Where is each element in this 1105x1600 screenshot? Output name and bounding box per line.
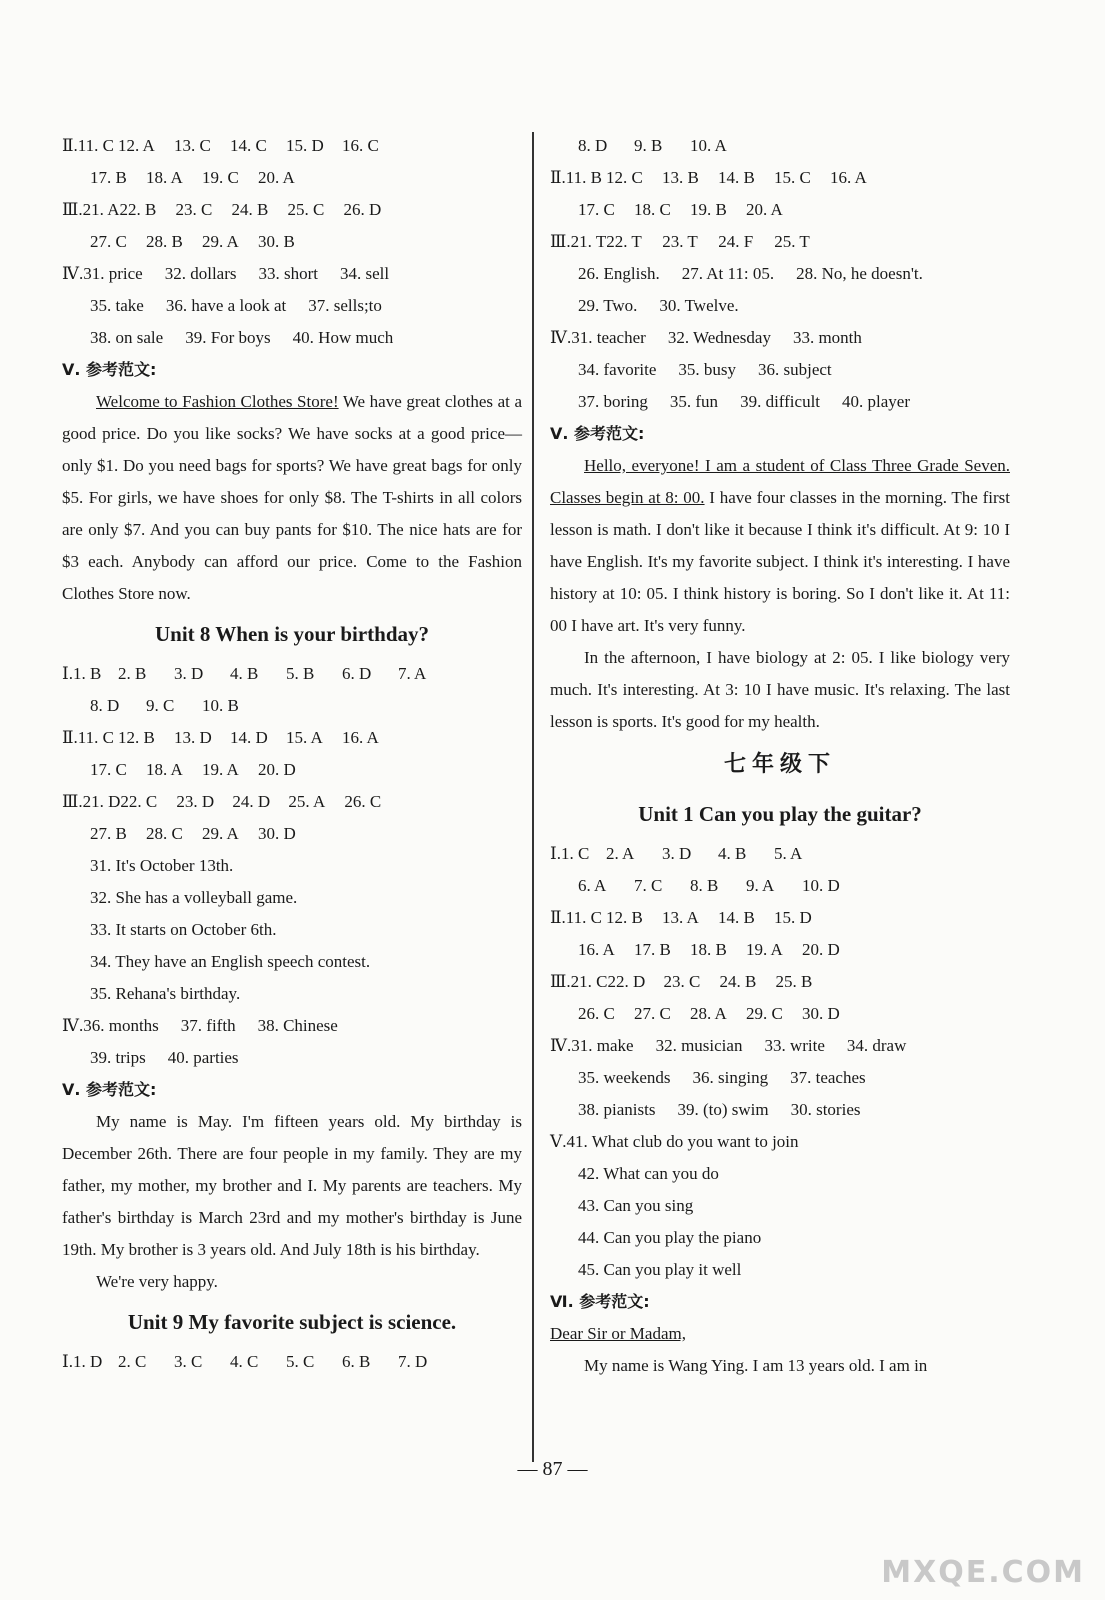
answer-item: 9. C — [146, 696, 175, 715]
answer-item: 30. B — [258, 232, 295, 251]
answer-item: 27. B — [90, 824, 127, 843]
underlined-opening: Welcome to Fashion Clothes Store! — [96, 392, 339, 411]
page-number: — 87 — — [517, 1458, 588, 1480]
answer-item: 25. B — [775, 972, 813, 991]
answer-item: 37. teaches — [790, 1068, 866, 1087]
answer-item: 9. B — [634, 136, 663, 155]
answer-item: 24. B — [719, 972, 757, 991]
answer-item: 20. D — [802, 940, 840, 959]
answer-item: 32. dollars — [164, 264, 237, 283]
answer-row — [550, 290, 1010, 322]
section-label: Ⅴ. 参考范文: — [550, 424, 645, 443]
answer-row — [550, 838, 1010, 870]
answer-row — [550, 162, 1010, 194]
answer-sentence: 33. It starts on October 6th. — [90, 920, 277, 939]
answer-item: 27. C — [634, 1004, 671, 1023]
answer-row — [550, 1062, 1010, 1094]
answer-item: 33. write — [764, 1036, 825, 1055]
answer-sentence: 35. Rehana's birthday. — [90, 984, 241, 1003]
answer-row — [550, 1094, 1010, 1126]
answer-item: 35. fun — [669, 392, 719, 411]
answer-item: 30. Twelve. — [659, 296, 739, 315]
answer-row — [62, 786, 522, 818]
answer-row — [62, 290, 522, 322]
answer-item: 24. D — [232, 792, 271, 811]
answer-item: 38. on sale — [90, 328, 164, 347]
answer-item: 15. A — [286, 728, 323, 747]
answer-sentence: Ⅴ.41. What club do you want to join — [550, 1132, 799, 1151]
answer-sentence: 34. They have an English speech contest. — [90, 952, 371, 971]
answer-item: 20. A — [746, 200, 783, 219]
answer-item: 15. D — [286, 136, 324, 155]
answer-item: Ⅱ.11. C — [550, 908, 603, 927]
answer-item: 33. short — [258, 264, 318, 283]
answer-row — [550, 354, 1010, 386]
answer-item: 4. C — [230, 1352, 259, 1371]
answer-item: Ⅰ.1. D — [62, 1352, 103, 1371]
answer-item: 12. A — [118, 136, 155, 155]
answer-item: 40. player — [842, 392, 910, 411]
answer-item: 28. B — [146, 232, 183, 251]
answer-item: 17. C — [90, 760, 127, 779]
answer-item: 19. A — [746, 940, 783, 959]
answer-row — [550, 934, 1010, 966]
answer-item: 10. D — [802, 876, 840, 895]
essay-paragraph: My name is Wang Ying. I am 13 years old. I am in — [584, 1356, 928, 1375]
answer-row — [550, 130, 1010, 162]
answer-sentence: 31. It's October 13th. — [90, 856, 234, 875]
answer-sentence: 45. Can you play it well — [578, 1260, 742, 1279]
answer-item: 36. have a look at — [165, 296, 287, 315]
answer-item: 14. C — [230, 136, 267, 155]
answer-row — [550, 258, 1010, 290]
answer-item: 22. C — [120, 792, 158, 811]
answer-item: 10. B — [202, 696, 239, 715]
answer-item: Ⅳ.31. price — [62, 264, 143, 283]
answer-item: 12. B — [118, 728, 155, 747]
answer-item: 28. No, he doesn't. — [796, 264, 923, 283]
answer-item: 24. F — [718, 232, 754, 251]
answer-row — [62, 1346, 522, 1378]
answer-item: Ⅱ.11. C — [62, 136, 115, 155]
answer-item: 25. C — [287, 200, 325, 219]
answer-item: 5. B — [286, 664, 315, 683]
answer-item: Ⅲ.21. C — [550, 972, 608, 991]
answer-item: 19. A — [202, 760, 239, 779]
answer-item: 30. D — [258, 824, 296, 843]
answer-item: 6. B — [342, 1352, 371, 1371]
answer-item: 33. month — [792, 328, 862, 347]
answer-item: 39. trips — [90, 1048, 146, 1067]
answer-row — [62, 754, 522, 786]
answer-item: 39. (to) swim — [677, 1100, 769, 1119]
answer-item: Ⅳ.31. make — [550, 1036, 634, 1055]
answer-sentence: 32. She has a volleyball game. — [90, 888, 298, 907]
answer-item: 8. D — [578, 136, 608, 155]
answer-item: 15. D — [774, 908, 812, 927]
answer-row — [62, 130, 522, 162]
answer-item: 23. D — [176, 792, 215, 811]
answer-item: 29. A — [202, 232, 239, 251]
answer-item: 19. C — [202, 168, 239, 187]
answer-row — [550, 226, 1010, 258]
section-label: Ⅵ. 参考范文: — [550, 1292, 650, 1311]
answer-item: 2. B — [118, 664, 147, 683]
answer-row — [550, 998, 1010, 1030]
essay-paragraph: In the afternoon, I have biology at 2: 05. I like biology very much. It's interesting. At 3: 10 I have music. It's relaxing. The last lesson is sports. It's good for my health. — [550, 648, 1010, 731]
answer-item: 6. A — [578, 876, 607, 895]
answer-item: 14. B — [718, 908, 755, 927]
answer-item: 3. D — [662, 844, 692, 863]
answer-row — [550, 966, 1010, 998]
section-label: Ⅴ. 参考范文: — [62, 1080, 157, 1099]
answer-row — [62, 194, 522, 226]
answer-item: 37. boring — [578, 392, 648, 411]
answer-item: 26. C — [344, 792, 382, 811]
answer-item: 25. A — [288, 792, 326, 811]
answer-item: 16. A — [342, 728, 379, 747]
answer-item: 22. D — [607, 972, 646, 991]
answer-item: 5. C — [286, 1352, 315, 1371]
answer-item: Ⅲ.21. T — [550, 232, 607, 251]
unit-heading: Unit 8 When is your birthday? — [154, 622, 430, 646]
answer-item: 29. C — [746, 1004, 783, 1023]
answer-item: 13. A — [662, 908, 699, 927]
answer-item: Ⅲ.21. A — [62, 200, 120, 219]
answer-item: 14. D — [230, 728, 268, 747]
grade-heading: 七年级下 — [723, 751, 836, 777]
answer-item: 18. A — [146, 760, 183, 779]
answer-row — [62, 818, 522, 850]
answer-item: Ⅳ.31. teacher — [550, 328, 646, 347]
answer-item: 17. B — [634, 940, 671, 959]
answer-item: 37. sells;to — [308, 296, 382, 315]
answer-item: 34. draw — [846, 1036, 907, 1055]
answer-item: 28. C — [146, 824, 183, 843]
answer-row — [550, 194, 1010, 226]
watermark: MXQE.COM — [881, 1555, 1085, 1590]
answer-item: 7. A — [398, 664, 427, 683]
answer-item: 7. C — [634, 876, 663, 895]
answer-item: 10. A — [690, 136, 727, 155]
answer-item: 4. B — [230, 664, 259, 683]
answer-row — [550, 902, 1010, 934]
answer-item: 2. A — [606, 844, 635, 863]
answer-item: Ⅱ.11. B — [550, 168, 603, 187]
answer-item: 27. At 11: 05. — [681, 264, 775, 283]
answer-item: 8. D — [90, 696, 120, 715]
answer-item: 16. A — [578, 940, 615, 959]
answer-row — [62, 258, 522, 290]
answer-item: 6. D — [342, 664, 372, 683]
answer-item: 36. subject — [757, 360, 832, 379]
answer-item: 38. pianists — [578, 1100, 656, 1119]
answer-item: 22. T — [606, 232, 642, 251]
answer-item: 34. favorite — [578, 360, 657, 379]
answer-row — [62, 322, 522, 354]
right-column — [550, 130, 1010, 1382]
answer-item: Ⅱ.11. C — [62, 728, 115, 747]
underlined-opening: Hello, everyone! I am a student of Class Three Grade Seven. Classes begin at 8: 00. — [550, 456, 1010, 507]
essay-paragraph: We're very happy. — [96, 1272, 218, 1291]
letter-salutation: Dear Sir or Madam, — [550, 1324, 686, 1343]
answer-item: 13. B — [662, 168, 699, 187]
answer-item: 13. D — [174, 728, 212, 747]
answer-item: 36. singing — [692, 1068, 769, 1087]
essay-paragraph: Welcome to Fashion Clothes Store! We have great clothes at a good price. Do you like socks? We have socks at a good price—only $1. Do you need bags for sports? We have great bags for only $5. For girls, we have shoes for only $8. The T-shirts in all colors are only $7. And you can buy pants for $10. The nice hats are for $3 each. Anybody can afford our price. Come to the Fashion Clothes Store now. — [62, 392, 522, 603]
answer-item: 18. B — [690, 940, 727, 959]
answer-item: 40. How much — [292, 328, 394, 347]
answer-row — [62, 722, 522, 754]
answer-item: 32. musician — [655, 1036, 743, 1055]
answer-item: 23. C — [663, 972, 701, 991]
answer-item: 35. weekends — [578, 1068, 671, 1087]
answer-row — [550, 386, 1010, 418]
answer-item: 4. B — [718, 844, 747, 863]
answer-item: 29. Two. — [578, 296, 638, 315]
answer-item: 9. A — [746, 876, 775, 895]
answer-item: 5. A — [774, 844, 803, 863]
answer-row — [550, 870, 1010, 902]
answer-row — [62, 690, 522, 722]
answer-item: 25. T — [774, 232, 810, 251]
answer-item: Ⅰ.1. C — [550, 844, 590, 863]
answer-item: 13. C — [174, 136, 211, 155]
answer-item: 35. busy — [678, 360, 736, 379]
answer-row — [62, 1042, 522, 1074]
column-divider — [532, 132, 534, 1462]
answer-item: 18. C — [634, 200, 671, 219]
unit-heading: Unit 9 My favorite subject is science. — [127, 1310, 457, 1334]
answer-item: 23. T — [662, 232, 698, 251]
answer-sentence: 42. What can you do — [578, 1164, 719, 1183]
essay-paragraph: My name is May. I'm fifteen years old. My birthday is December 26th. There are four people in my family. They are my father, my mother, my brother and I. My parents are teachers. My father's birthday is March 23rd and my mother's birthday is June 19th. My brother is 3 years old. And July 18th is his birthday. — [62, 1112, 522, 1259]
answer-item: 39. For boys — [185, 328, 271, 347]
answer-item: Ⅲ.21. D — [62, 792, 121, 811]
answer-item: 14. B — [718, 168, 755, 187]
answer-item: 39. difficult — [740, 392, 821, 411]
answer-item: 18. A — [146, 168, 183, 187]
answer-item: Ⅰ.1. B — [62, 664, 102, 683]
essay-paragraph: Hello, everyone! I am a student of Class Three Grade Seven. Classes begin at 8: 00. I have four classes in the morning. The first lesson is math. I don't like it because I think it's difficult. At 9: 10 I have English. It's my favorite subject. I think it's interesting. I have history at 10: 05. I think history is boring. So I don't like it. At 11: 00 I have art. It's very funny. — [550, 456, 1010, 635]
answer-row — [550, 322, 1010, 354]
section-label: Ⅴ. 参考范文: — [62, 360, 157, 379]
unit-heading: Unit 1 Can you play the guitar? — [638, 802, 922, 826]
left-column — [62, 130, 522, 1378]
answer-item: 28. A — [690, 1004, 727, 1023]
answer-item: 38. Chinese — [257, 1016, 338, 1035]
answer-sentence: 44. Can you play the piano — [578, 1228, 762, 1247]
answer-item: 26. C — [578, 1004, 615, 1023]
answer-item: 12. C — [606, 168, 643, 187]
answer-item: 8. B — [690, 876, 719, 895]
answer-item: 7. D — [398, 1352, 428, 1371]
answer-item: 24. B — [231, 200, 269, 219]
answer-item: 37. fifth — [180, 1016, 236, 1035]
answer-item: 30. D — [802, 1004, 840, 1023]
answer-item: 16. A — [830, 168, 867, 187]
answer-row — [62, 162, 522, 194]
answer-row — [62, 658, 522, 690]
answer-item: 17. C — [578, 200, 615, 219]
answer-item: 35. take — [90, 296, 144, 315]
answer-item: 22. B — [119, 200, 157, 219]
answer-item: 26. D — [343, 200, 382, 219]
answer-sentence: 43. Can you sing — [578, 1196, 694, 1215]
answer-item: 19. B — [690, 200, 727, 219]
answer-item: 34. sell — [340, 264, 390, 283]
answer-row — [62, 226, 522, 258]
answer-item: 20. A — [258, 168, 295, 187]
answer-item: 3. C — [174, 1352, 203, 1371]
answer-item: 16. C — [342, 136, 379, 155]
answer-item: 27. C — [90, 232, 127, 251]
answer-item: 3. D — [174, 664, 204, 683]
answer-item: 2. C — [118, 1352, 147, 1371]
answer-row — [550, 1030, 1010, 1062]
answer-item: 15. C — [774, 168, 811, 187]
answer-item: 20. D — [258, 760, 296, 779]
answer-row — [62, 1010, 522, 1042]
answer-item: 32. Wednesday — [667, 328, 771, 347]
answer-item: Ⅳ.36. months — [62, 1016, 159, 1035]
answer-item: 40. parties — [167, 1048, 239, 1067]
answer-item: 23. C — [175, 200, 213, 219]
answer-item: 29. A — [202, 824, 239, 843]
answer-item: 17. B — [90, 168, 127, 187]
answer-item: 12. B — [606, 908, 643, 927]
answer-item: 30. stories — [790, 1100, 861, 1119]
answer-item: 26. English. — [578, 264, 660, 283]
